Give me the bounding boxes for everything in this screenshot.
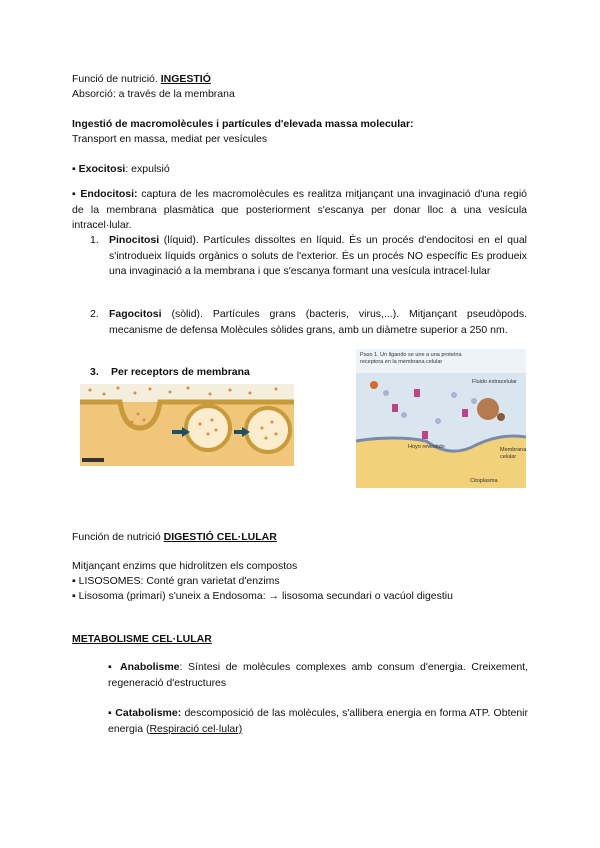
nutrition-heading-prefix: Funció de nutrició. [72, 73, 158, 85]
endocytosis-paragraph [72, 187, 527, 234]
respiration-link[interactable]: Respiració cel·lular) [149, 722, 243, 735]
list-item-phagocytosis [109, 307, 527, 338]
bullet: ▪ [108, 707, 113, 719]
nutrition-heading [72, 72, 211, 87]
catabolism-paragraph [108, 706, 528, 737]
figure-caption-line2: receptora en la membrana celular [360, 359, 443, 365]
metabolism-heading-text: METABOLISME CEL·LULAR [72, 633, 212, 645]
catabolism-term: Catabolisme: [115, 707, 182, 719]
digestion-heading-title: DIGESTIÓ CEL·LULAR [163, 531, 277, 543]
receptor-endocytosis-figure [356, 349, 526, 488]
list-number: 1. [90, 234, 99, 246]
digestion-line: Mitjançant enzims que hidrolitzen els compostos [72, 560, 298, 572]
bullet: ▪ [72, 163, 76, 175]
anabolism-text: : Síntesi de molècules complexes amb consum d'energia. Creixement, regeneració d'estructures [108, 661, 528, 689]
endocytosis-term: Endocitosi: [80, 188, 138, 200]
anabolism-term: Anabolisme [120, 661, 180, 673]
endocytosis-text: captura de les macromolècules es realitza mitjançant una invaginació d'una regió de la membrana plasmàtica que posteriorment s'escanya per donar lloc a una vesícula intracel·lular. [72, 188, 527, 231]
digestion-line: ▪ LISOSOMES: Conté gran varietat d'enzims [72, 575, 280, 587]
exocytosis-line [72, 162, 170, 177]
catabolism-text: descomposició de las molècules, s'allibera energia en forma ATP. Obtenir energia ( [108, 707, 528, 735]
label-membrane: Membrana celular [500, 447, 527, 460]
list-item-receptors [111, 365, 250, 380]
pinocytosis-term: Pinocitosi [109, 234, 160, 246]
digestion-heading-prefix: Función de nutrició [72, 531, 161, 543]
phagocytosis-term: Fagocitosi [109, 308, 162, 320]
digestion-heading [72, 530, 277, 545]
bullet: ▪ [108, 661, 115, 673]
pinocytosis-text: (líquid). Partícules dissoltes en líquid. És un procés d'endocitosi en el qual s'introdueix líquids orgànics o soluts de l'exterior. És un procés NO específic Es produeix una invaginació a la membrana i que s'escanya formant una vesícula intracel·lular [109, 234, 527, 277]
transport-line: Transport en massa, mediat per vesícules [72, 133, 268, 145]
list-item-pinocytosis [109, 233, 527, 280]
pinocytosis-illustration [80, 384, 294, 466]
metabolism-heading [72, 632, 212, 647]
label-coated-pit: Hoyo revestido [408, 444, 445, 450]
figure-caption-line1: Paso 1. Un ligando se une a una proteína [360, 352, 462, 358]
nutrition-heading-title: INGESTIÓ [160, 73, 211, 85]
anabolism-paragraph [108, 660, 528, 691]
macro-heading-text: Ingestió de macromolècules i partícules d'elevada massa molecular: [72, 118, 414, 130]
digestion-line: ▪ Lisosoma (primari) s'uneix a Endosoma: → lisosoma secundari o vacúol digestiu [72, 590, 453, 602]
exocytosis-term: Exocitosi [78, 163, 126, 175]
exocytosis-text: : expulsió [125, 163, 170, 175]
list-number: 2. [90, 308, 99, 320]
receptors-term: Per receptors de membrana [111, 366, 250, 378]
macro-heading [72, 117, 414, 132]
label-cytoplasm: Citoplasma [470, 478, 498, 484]
phagocytosis-text: (sòlid). Partícules grans (bacteris, virus,...). Mitjançant pseudòpods. mecanisme de defensa Molècules sòlides grans, amb un diàmetre superior a 250 nm. [109, 308, 527, 336]
absorption-line: Absorció: a través de la membrana [72, 88, 235, 100]
bullet: ▪ [72, 188, 77, 200]
label-fluid: Fluido extracelular [472, 379, 517, 385]
list-number: 3. [90, 366, 99, 378]
